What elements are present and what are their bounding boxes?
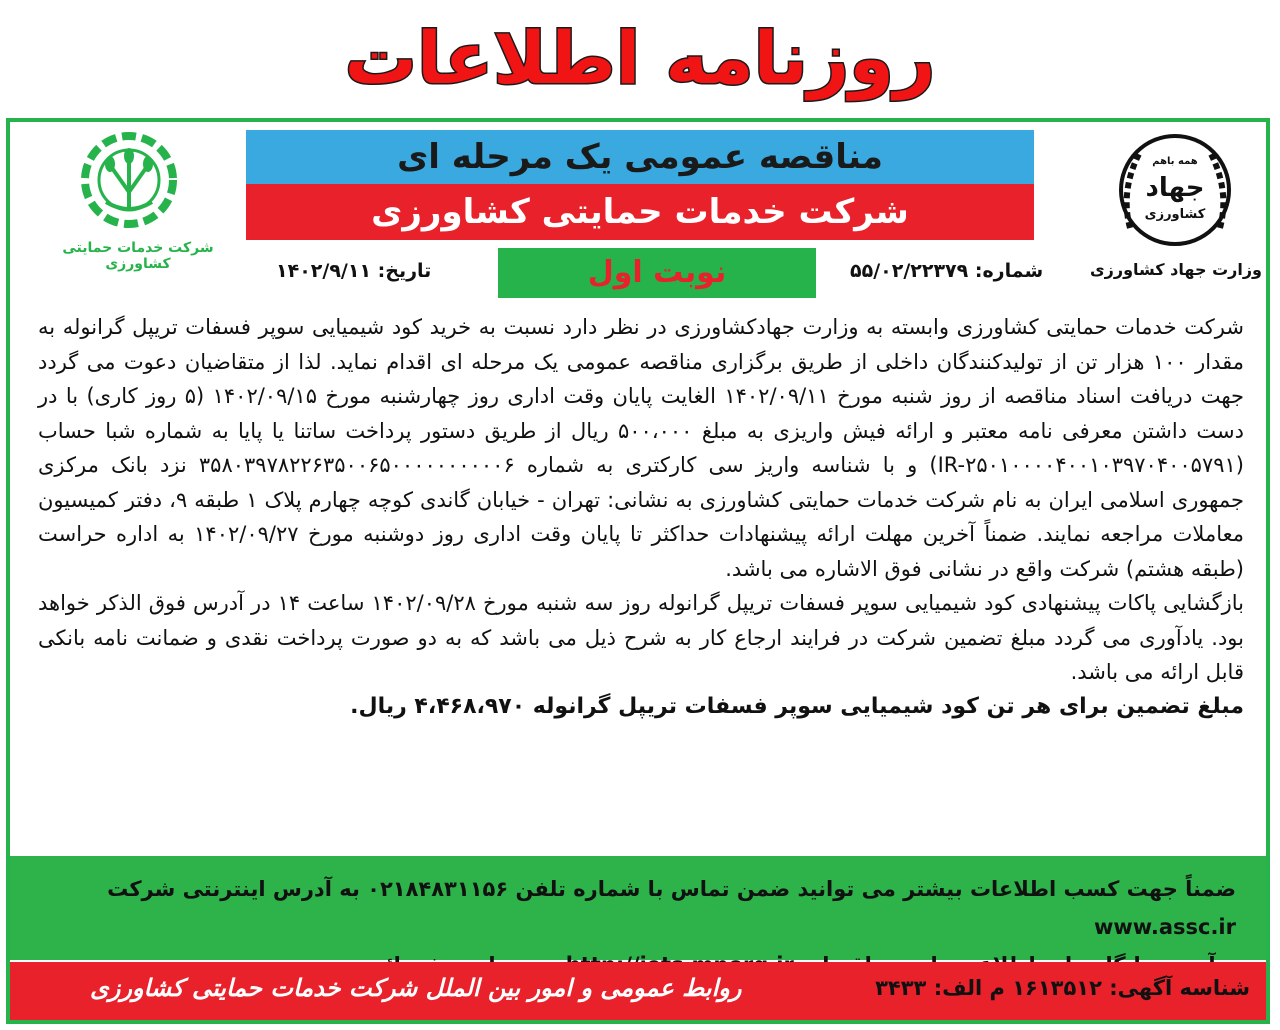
letter-number: شماره: ۵۵/۰۲/۲۲۳۷۹ xyxy=(850,260,1044,282)
body-paragraph-1: شرکت خدمات حمایتی کشاورزی وابسته به وزارت جهادکشاورزی در نظر دارد نسبت به خرید کود شیمیایی سوپر فسفات تریپل گرانوله به مقدار ۱۰۰ هزار تن از تولیدکنندگان داخلی از طریق برگزاری مناقصه عمومی یک مرحله ای اقدام نماید. لذا از متقاضیان دعوت می گردد جهت دریافت اسناد مناقصه از روز شنبه مورخ ۱۴۰۲/۰۹/۱۱ الغایت پایان وقت اداری روز چهارشنبه مورخ ۱۴۰۲/۰۹/۱۵ (۵ روز کاری) با در دست داشتن معرفی نامه معتبر و ارائه فیش واریزی به مبلغ ۵۰۰،۰۰۰ ریال از طریق دستور پرداخت ساتنا یا پایا به شماره شبا حساب (IR-۲۵۰۱۰۰۰۰۴۰۰۱۰۳۹۷۰۴۰۰۵۷۹۱) و با شناسه واریز سی کارکتری به شماره ۳۵۸۰۳۹۷۸۲۲۶۳۵۰۰۶۵۰۰۰۰۰۰۰۰۰۰۶ نزد بانک مرکزی جمهوری اسلامی ایران به نام شرکت خدمات حمایتی کشاورزی به نشانی: تهران - خیابان گاندی کوچه چهارم پلاک ۱ طبقه ۹، دفتر کمیسیون معاملات مراجعه نمایند. ضمناً آخرین مهلت ارائه پیشنهادات حداکثر تا پایان وقت اداری روز دوشنبه مورخ ۱۴۰۲/۰۹/۲۷ به اداره حراست (طبقه هشتم) شرکت واقع در نشانی فوق الاشاره می باشد. xyxy=(38,315,1245,581)
public-relations: روابط عمومی و امور بین الملل شرکت خدمات حمایتی کشاورزی xyxy=(90,974,742,1002)
company-name: شرکت خدمات حمایتی کشاورزی xyxy=(371,192,909,232)
round-label: نوبت اول xyxy=(587,255,727,290)
ministry-logo-top: همه باهم xyxy=(1152,156,1198,167)
body-paragraph-2: بازگشایی پاکات پیشنهادی کود شیمیایی سوپر فسفات تریپل گرانوله روز سه شنبه مورخ ۱۴۰۲/۰۹/۲۸ ساعت ۱۴ در آدرس فوق الذکر خواهد بود. یادآوری می گردد مبلغ تضمین شرکت در فرایند ارجاع کار به شرح ذیل می باشد که به دو صورت پرداخت نقدی و ضمانت نامه بانکی قابل ارائه می باشد. xyxy=(38,591,1244,684)
ministry-logo xyxy=(1090,128,1260,258)
tender-type-title: مناقصه عمومی یک مرحله ای xyxy=(397,137,883,177)
newspaper-title: روزنامه اطلاعات xyxy=(344,16,936,100)
contact-box xyxy=(10,856,1266,960)
jahad-keshavarzi-emblem-icon xyxy=(1090,128,1260,258)
ministry-logo-sub: کشاورزی xyxy=(1144,207,1206,222)
tender-body xyxy=(38,310,1244,724)
tender-type-banner xyxy=(246,130,1034,184)
ministry-name: وزارت جهاد کشاورزی xyxy=(1089,260,1262,279)
wheat-emblem-icon xyxy=(24,132,234,232)
round-badge xyxy=(498,248,816,298)
guarantee-amount: مبلغ تضمین برای هر تن کود شیمیایی سوپر فسفات تریپل گرانوله ۴،۴۶۸،۹۷۰ ریال. xyxy=(350,693,1244,719)
company-banner xyxy=(246,184,1034,240)
company-logo xyxy=(24,132,234,272)
footer-bar xyxy=(10,962,1266,1020)
newspaper-masthead xyxy=(0,0,1280,118)
tender-ad-frame xyxy=(6,118,1270,1024)
ministry-logo-word: جهاد xyxy=(1145,173,1205,203)
company-logo-caption: شرکت خدمات حمایتی کشاورزی xyxy=(62,240,214,272)
contact-line-1: ضمناً جهت کسب اطلاعات بیشتر می توانید ضمن تماس با شماره تلفن ۰۲۱۸۴۸۳۱۱۵۶ به آدرس اینترنتی شرکت www.assc.ir xyxy=(107,877,1236,939)
ad-id: شناسه آگهی: ۱۶۱۳۵۱۲ م الف: ۳۴۳۳ xyxy=(875,976,1250,1000)
letter-date: تاریخ: ۱۴۰۲/۹/۱۱ xyxy=(276,260,432,282)
